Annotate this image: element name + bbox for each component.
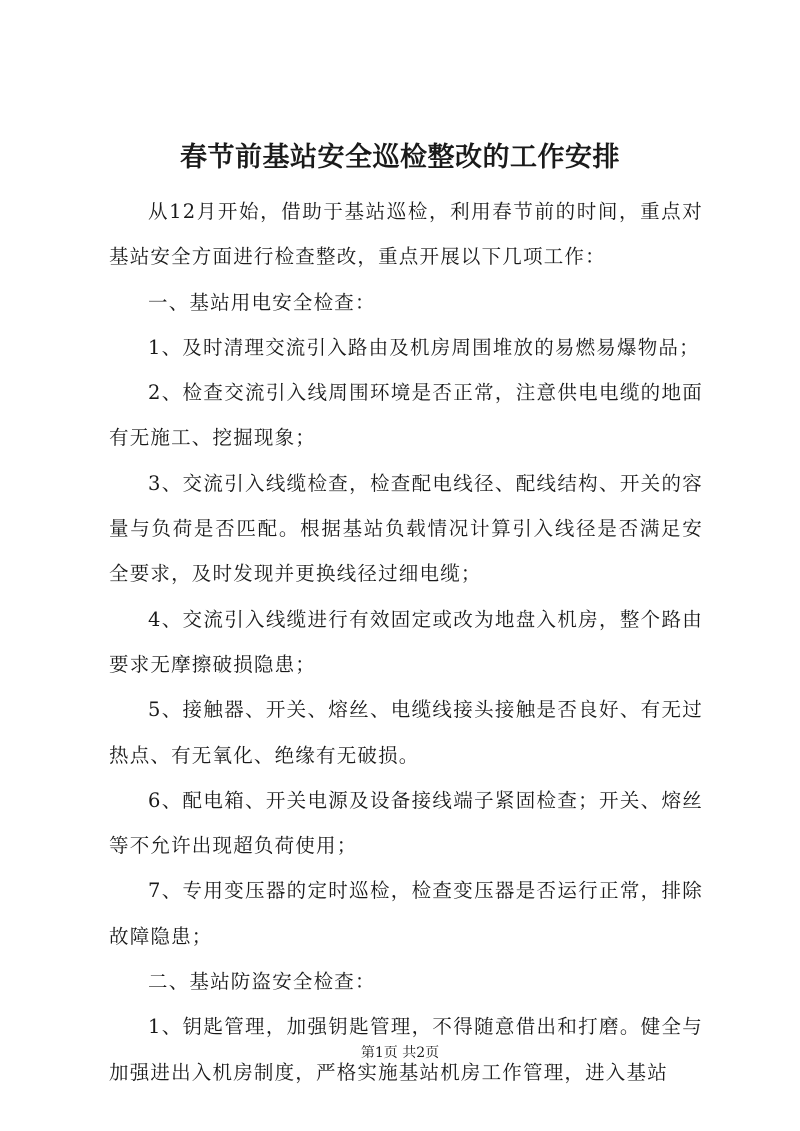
document-body [109, 189, 703, 1095]
list-item: 1、钥匙管理，加强钥匙管理，不得随意借出和打磨。健全与加强进出入机房制度，严格实施基站机房工作管理，进入基站 [109, 1015, 703, 1084]
list-item: 1、及时清理交流引入路由及机房周围堆放的易燃易爆物品； [148, 335, 700, 359]
section-heading-power-safety: 一、基站用电安全检查： [148, 290, 376, 314]
paragraph-intro: 从12月开始，借助于基站巡检，利用春节前的时间，重点对基站安全方面进行检查整改，重点开展以下几项工作： [109, 200, 703, 269]
page-number-footer: 第1页 共2页 [360, 1045, 440, 1061]
list-item: 3、交流引入线缆检查，检查配电线径、配线结构、开关的容量与负荷是否匹配。根据基站负载情况计算引入线径是否满足安全要求，及时发现并更换线径过细电缆； [109, 471, 703, 586]
section-heading-anti-theft: 二、基站防盗安全检查： [148, 970, 376, 994]
list-item: 7、专用变压器的定时巡检，检查变压器是否运行正常，排除故障隐患； [109, 879, 703, 948]
list-item: 2、检查交流引入线周围环境是否正常，注意供电电缆的地面有无施工、挖掘现象； [109, 381, 703, 450]
document-title: 春节前基站安全巡检整改的工作安排 [180, 142, 620, 173]
list-item: 5、接触器、开关、熔丝、电缆线接头接触是否良好、有无过热点、有无氧化、绝缘有无破损。 [109, 698, 703, 767]
list-item: 6、配电箱、开关电源及设备接线端子紧固检查；开关、熔丝等不允许出现超负荷使用； [109, 788, 703, 858]
list-item: 4、交流引入线缆进行有效固定或改为地盘入机房，整个路由要求无摩擦破损隐患； [109, 607, 703, 676]
